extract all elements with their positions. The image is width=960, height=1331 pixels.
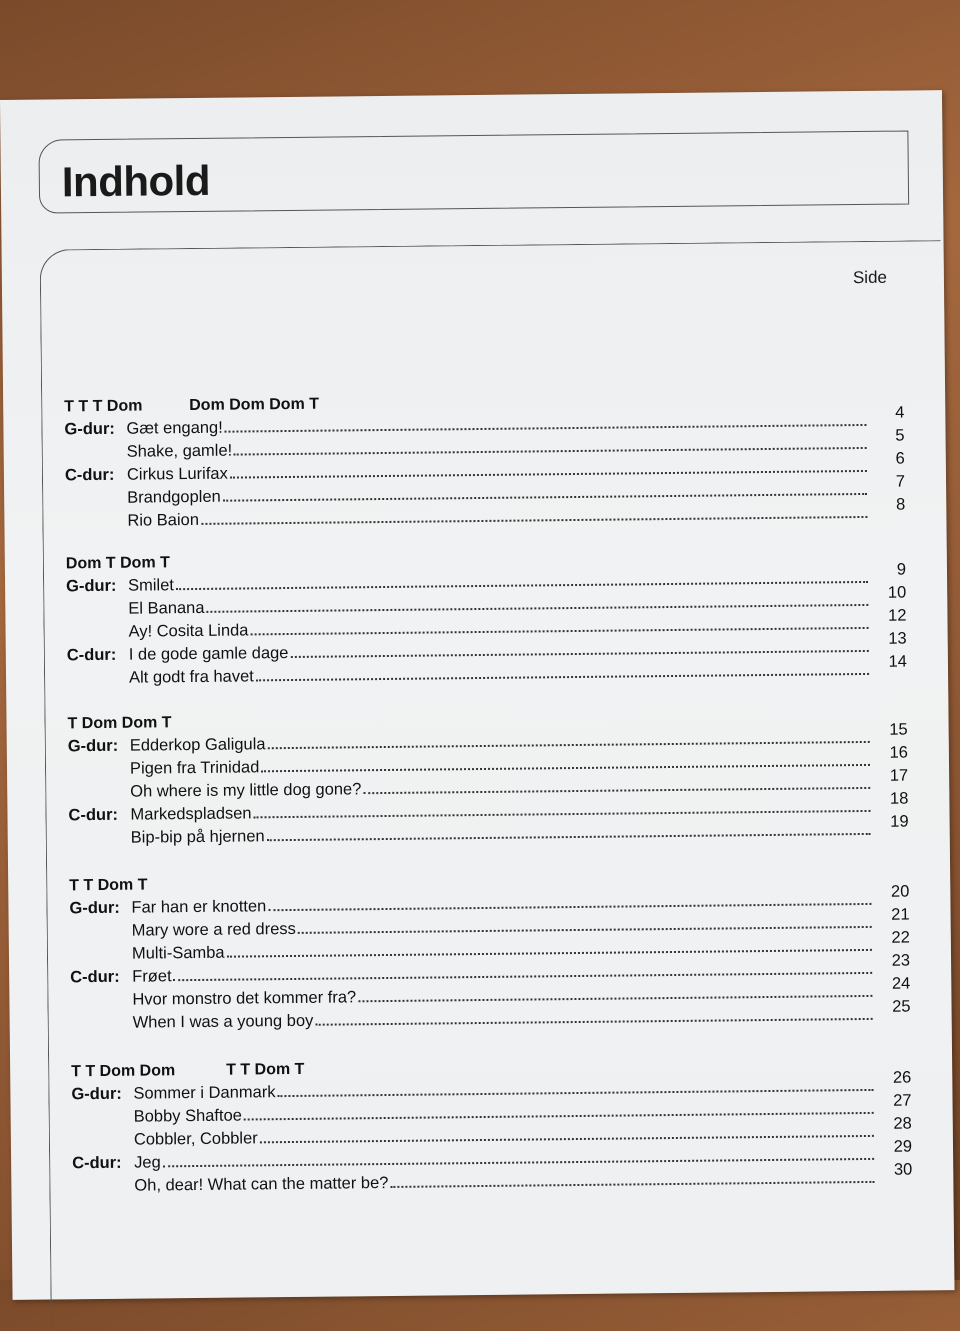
dot-leader bbox=[174, 971, 873, 981]
page-number: 18 bbox=[889, 789, 909, 808]
contents-section bbox=[71, 1055, 913, 1201]
song-title: Ay! Cosita Linda bbox=[128, 621, 249, 641]
song-title: Frøet bbox=[132, 967, 172, 986]
page-number: 4 bbox=[895, 403, 905, 422]
dot-leader bbox=[260, 1134, 874, 1143]
page-number: 16 bbox=[889, 743, 908, 762]
page-number: 14 bbox=[888, 652, 908, 671]
dot-leader bbox=[363, 786, 870, 794]
key-label: C-dur: bbox=[70, 967, 120, 987]
book-page bbox=[0, 90, 955, 1300]
dot-leader bbox=[290, 649, 868, 658]
page-number: 27 bbox=[893, 1091, 912, 1110]
page-number: 20 bbox=[890, 882, 910, 901]
song-title: Bip-bip på hjernen bbox=[130, 827, 265, 847]
song-title: Multi-Samba bbox=[131, 943, 225, 963]
dot-leader bbox=[278, 1088, 874, 1097]
page-number: 21 bbox=[891, 905, 910, 924]
dot-leader bbox=[268, 902, 871, 911]
song-title: Pigen fra Trinidad bbox=[129, 758, 260, 778]
song-title: Cobbler, Cobbler bbox=[133, 1129, 258, 1149]
key-label: G-dur: bbox=[71, 1084, 122, 1104]
title-frame bbox=[38, 130, 909, 213]
key-label: G-dur: bbox=[69, 898, 120, 918]
page-number: 30 bbox=[893, 1160, 913, 1179]
dot-leader bbox=[261, 763, 870, 772]
song-title: Smilet bbox=[127, 576, 175, 595]
song-title: Jeg bbox=[134, 1153, 161, 1172]
song-title: Oh where is my little dog gone? bbox=[130, 780, 362, 801]
page-number: 19 bbox=[890, 812, 909, 831]
song-title: Hvor monstro det kommer fra? bbox=[132, 988, 357, 1009]
contents-section bbox=[65, 547, 908, 693]
key-label: C-dur: bbox=[66, 645, 117, 665]
dot-leader bbox=[234, 446, 867, 456]
chord-progression-label: T T Dom Dom bbox=[71, 1062, 176, 1081]
page-number: 25 bbox=[892, 997, 911, 1016]
dot-leader bbox=[225, 423, 867, 433]
dot-leader bbox=[223, 492, 867, 502]
dot-leader bbox=[315, 1017, 872, 1026]
page-number: 24 bbox=[891, 974, 911, 993]
page-number: 10 bbox=[887, 583, 907, 602]
chord-progression-label: T T Dom T bbox=[226, 1060, 305, 1079]
song-title: Sommer i Danmark bbox=[133, 1083, 276, 1103]
chord-progression-label: T T T Dom bbox=[64, 397, 143, 416]
song-title: Bobby Shaftoe bbox=[133, 1106, 242, 1126]
page-number: 7 bbox=[895, 472, 906, 491]
song-title: El Banana bbox=[128, 598, 205, 618]
page-number: 17 bbox=[889, 766, 909, 785]
dot-leader bbox=[250, 626, 868, 635]
song-title: Rio Baion bbox=[127, 510, 200, 530]
dot-leader bbox=[176, 580, 868, 590]
page-number: 29 bbox=[893, 1137, 913, 1156]
dot-leader bbox=[298, 925, 872, 934]
page-number: 13 bbox=[888, 629, 907, 648]
page-number: 22 bbox=[891, 928, 910, 947]
song-title: Alt godt fra havet bbox=[128, 667, 254, 687]
page-column-label: Side bbox=[852, 267, 888, 288]
contents-section bbox=[67, 707, 909, 853]
dot-leader bbox=[390, 1180, 874, 1188]
dot-leader bbox=[358, 994, 872, 1002]
song-title: Edderkop Galigula bbox=[129, 735, 266, 755]
page-number: 28 bbox=[893, 1114, 912, 1133]
song-title: When I was a young boy bbox=[132, 1011, 314, 1032]
song-title: Shake, gamle! bbox=[126, 441, 233, 461]
chord-progression-label: Dom T Dom T bbox=[65, 554, 170, 573]
dot-leader bbox=[163, 1157, 874, 1167]
song-title: Cirkus Lurifax bbox=[126, 464, 228, 484]
dot-leader bbox=[230, 469, 867, 479]
dot-leader bbox=[227, 948, 872, 958]
key-label: C-dur: bbox=[64, 465, 115, 485]
chord-progression-label: T Dom Dom T bbox=[67, 714, 172, 733]
chord-progression-label: Dom Dom Dom T bbox=[189, 395, 320, 415]
dot-leader bbox=[256, 672, 869, 681]
song-title: Brandgoplen bbox=[127, 487, 221, 507]
song-title: Oh, dear! What can the matter be? bbox=[134, 1173, 389, 1195]
page-number: 8 bbox=[896, 495, 906, 514]
song-title: Markedspladsen bbox=[130, 804, 252, 824]
key-label: C-dur: bbox=[68, 805, 119, 825]
page-title: Indhold bbox=[61, 156, 211, 206]
page-number: 5 bbox=[895, 426, 905, 445]
page-number: 12 bbox=[887, 606, 907, 625]
contents-frame bbox=[40, 240, 952, 1330]
key-label: G-dur: bbox=[67, 736, 119, 756]
dot-leader bbox=[244, 1111, 874, 1121]
contents-section bbox=[64, 390, 906, 536]
page-number: 6 bbox=[895, 449, 905, 468]
page-number: 9 bbox=[896, 560, 907, 579]
key-label: G-dur: bbox=[64, 419, 115, 439]
contents-section bbox=[69, 869, 911, 1038]
song-title: I de gode gamle dage bbox=[128, 644, 289, 664]
song-title: Gæt engang! bbox=[126, 418, 223, 438]
song-title: Mary wore a red dress bbox=[131, 919, 296, 940]
key-label: G-dur: bbox=[66, 576, 117, 596]
page-number: 15 bbox=[889, 720, 908, 739]
dot-leader bbox=[268, 740, 870, 749]
dot-leader bbox=[267, 832, 871, 841]
page-number: 23 bbox=[891, 951, 911, 970]
page-number: 26 bbox=[892, 1068, 912, 1087]
dot-leader bbox=[201, 515, 867, 525]
dot-leader bbox=[254, 809, 871, 818]
key-label: C-dur: bbox=[72, 1153, 122, 1173]
dot-leader bbox=[207, 603, 869, 613]
chord-progression-label: T T Dom T bbox=[69, 876, 148, 895]
song-title: Far han er knotten bbox=[131, 897, 267, 917]
